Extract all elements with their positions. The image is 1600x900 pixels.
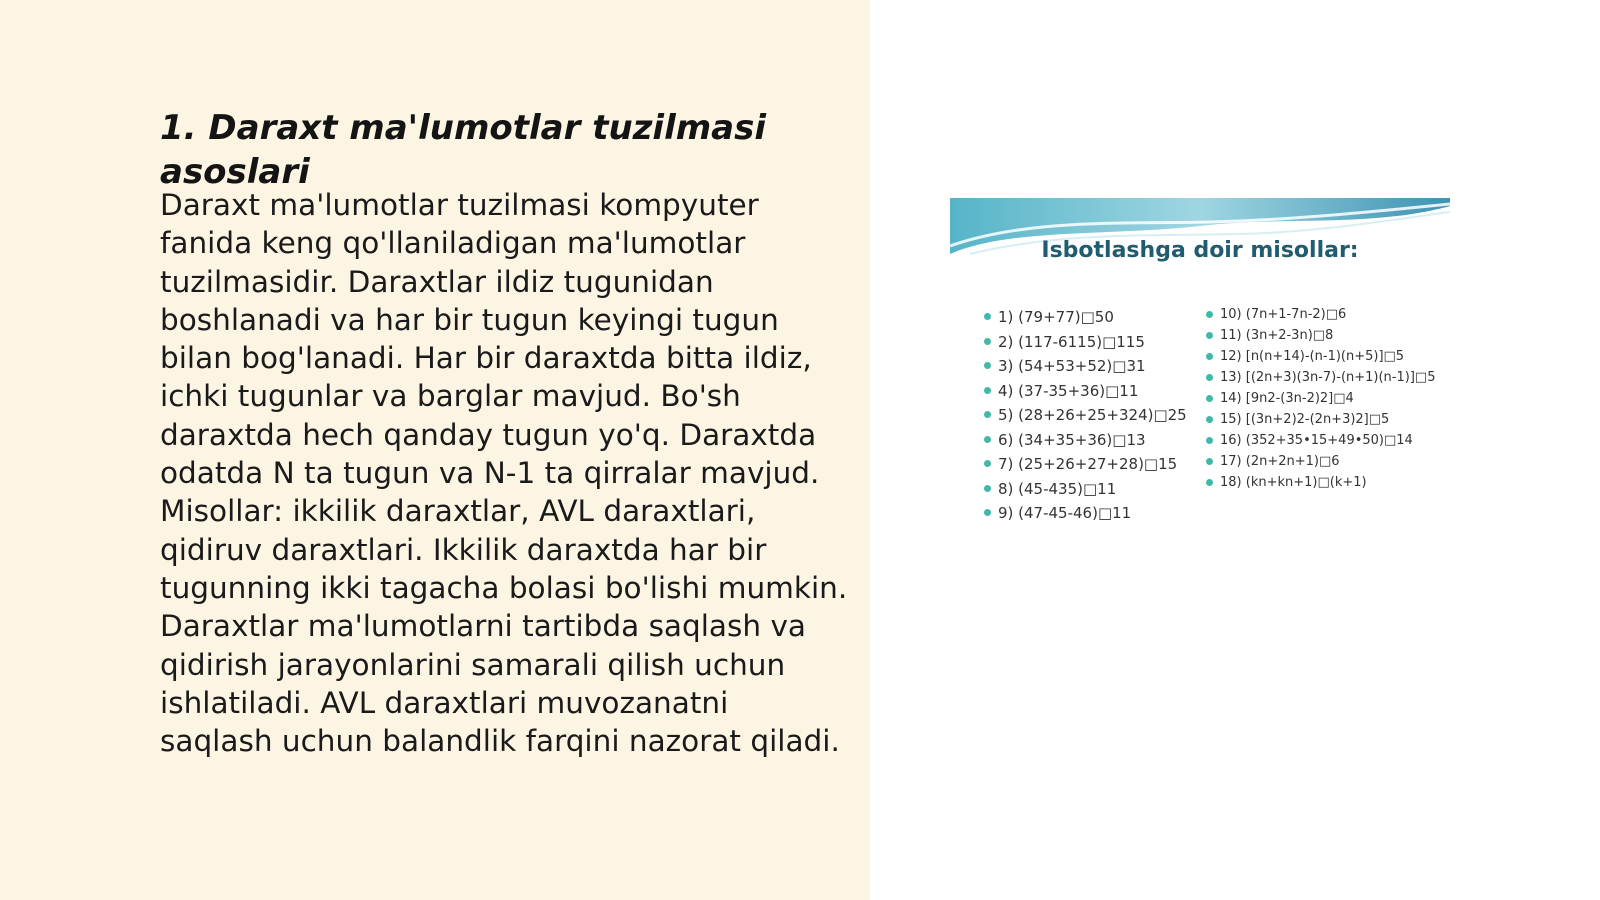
bullet-icon <box>1206 332 1213 339</box>
list-item <box>982 453 1192 478</box>
examples-image <box>950 198 1450 570</box>
slide-title: 1. Daraxt ma'lumotlar tuzilmasi asoslari <box>160 108 767 192</box>
list-item <box>1204 390 1440 407</box>
bullet-icon <box>1206 416 1213 423</box>
list-item-text: 18) (kn+kn+1)□(k+1) <box>1220 475 1367 490</box>
list-item-text: 17) (2n+2n+1)□6 <box>1220 454 1340 469</box>
list-item-text: 1) (79+77)□50 <box>998 308 1114 326</box>
bullet-icon <box>984 338 991 345</box>
bullet-icon <box>984 460 991 467</box>
bullet-icon <box>1206 479 1213 486</box>
list-item-text: 14) [9n2-(3n-2)2]□4 <box>1220 391 1354 406</box>
list-item <box>982 380 1192 405</box>
list-item-text: 5) (28+26+25+324)□25 <box>998 406 1187 424</box>
list-item <box>982 404 1192 429</box>
bullet-icon <box>1206 395 1213 402</box>
list-item-text: 7) (25+26+27+28)□15 <box>998 455 1178 473</box>
bullet-icon <box>984 362 991 369</box>
list-item <box>982 331 1192 356</box>
list-item <box>1204 411 1440 428</box>
bullet-icon <box>984 411 991 418</box>
list-item <box>982 355 1192 380</box>
bullet-icon <box>1206 353 1213 360</box>
list-item-text: 15) [(3n+2)2-(2n+3)2]□5 <box>1220 412 1390 427</box>
list-item-text: 13) [(2n+3)(3n-7)-(n+1)(n-1)]□5 <box>1220 370 1436 385</box>
list-item <box>1204 348 1440 365</box>
examples-heading: Isbotlashga doir misollar: <box>1041 238 1359 263</box>
list-item-text: 8) (45-435)□11 <box>998 479 1117 498</box>
list-item <box>982 478 1192 503</box>
list-item-text: 10) (7n+1-7n-2)□6 <box>1220 307 1347 322</box>
list-item-text: 9) (47-45-46)□11 <box>998 504 1132 522</box>
bullet-icon <box>1206 311 1213 318</box>
bullet-icon <box>984 509 991 516</box>
examples-list-left <box>982 306 1192 527</box>
list-item <box>1204 369 1440 386</box>
examples-list-right <box>1204 306 1440 495</box>
list-item <box>982 429 1192 454</box>
list-item-text: 12) [n(n+14)-(n-1)(n+5)]□5 <box>1220 349 1405 364</box>
bullet-icon <box>984 387 991 394</box>
list-item-text: 11) (3n+2-3n)□8 <box>1220 328 1334 343</box>
list-item <box>1204 306 1440 323</box>
list-item-text: 4) (37-35+36)□11 <box>998 381 1139 400</box>
list-item <box>982 306 1192 331</box>
bullet-icon <box>984 485 991 492</box>
list-item <box>1204 432 1440 449</box>
list-item-text: 6) (34+35+36)□13 <box>998 430 1146 449</box>
slide-body-text: Daraxt ma'lumotlar tuzilmasi kompyuter fanida keng qo'llaniladigan ma'lumotlar tuzilmasidir. Daraxtlar ildiz tugunidan boshlanadi va har bir tugun keyingi tugun bilan bog'lanadi. Har bir daraxtda bitta ildiz, ichki tugunlar va barglar mavjud. Bo'sh daraxtda hech qanday tugun yo'q. Daraxtda odatda N ta tugun va N-1 ta qirralar mavjud. Misollar: ikkilik daraxtlar, AVL daraxtlari, qidiruv daraxtlari. Ikkilik daraxtda har bir tugunning ikki tagacha bolasi bo'lishi mumkin. Daraxtlar ma'lumotlarni tartibda saqlash va qidirish jarayonlarini samarali qilish uchun ishlatiladi. AVL daraxtlari muvozanatni saqlash uchun balandlik farqini nazorat qiladi. <box>160 188 848 759</box>
list-item <box>1204 327 1440 344</box>
bullet-icon <box>1206 437 1213 444</box>
list-item-text: 2) (117-6115)□115 <box>998 332 1145 351</box>
list-item-text: 3) (54+53+52)□31 <box>998 357 1146 375</box>
bullet-icon <box>984 313 991 320</box>
list-item <box>1204 453 1440 470</box>
list-item <box>1204 474 1440 491</box>
bullet-icon <box>1206 374 1213 381</box>
list-item-text: 16) (352+35•15+49•50)□14 <box>1220 433 1413 448</box>
list-item <box>982 502 1192 527</box>
bullet-icon <box>984 436 991 443</box>
bullet-icon <box>1206 458 1213 465</box>
